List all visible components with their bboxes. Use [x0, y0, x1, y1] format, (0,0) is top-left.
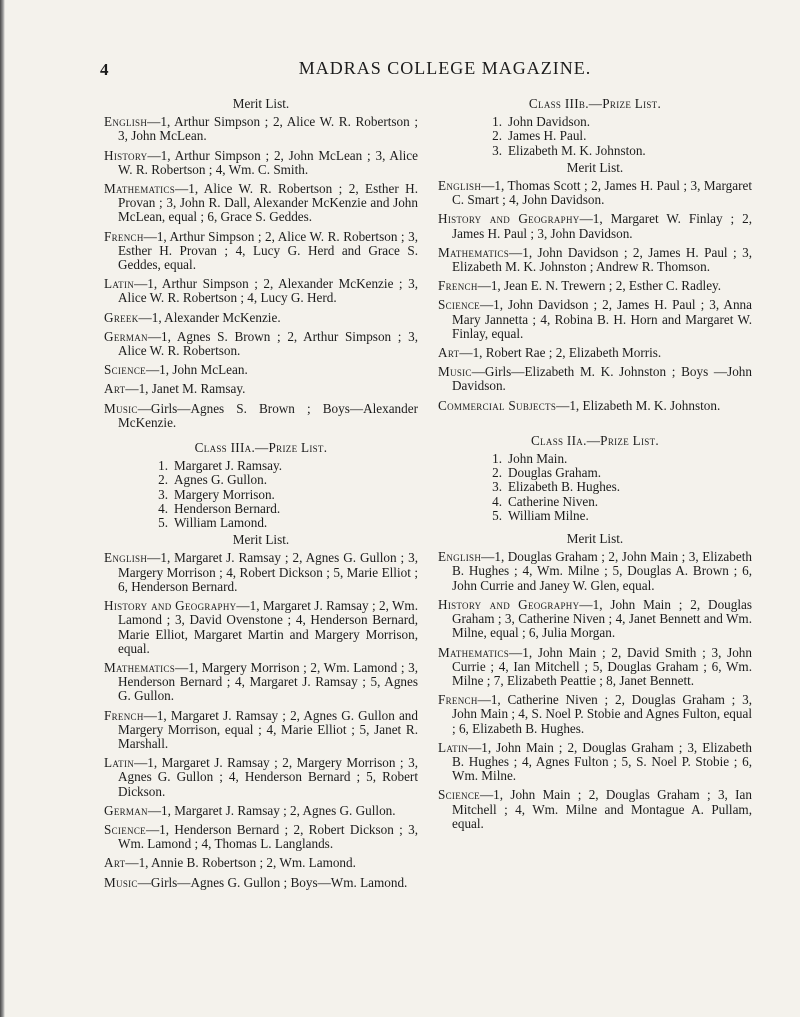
- prize-name: Henderson Bernard.: [174, 500, 281, 516]
- entry-text: —1, Arthur Simpson ; 2, Alice W. R. Robertson ; 3, John McLean.: [118, 114, 418, 144]
- merit-entry: [104, 709, 418, 752]
- merit-entry: [104, 382, 418, 396]
- subject-label: Mathematics: [104, 659, 176, 675]
- subject-label: English: [438, 178, 482, 194]
- entry-text: —1, Alice W. R. Robertson ; 2, Esther H. Provan ; 3, John R. Dall, Alexander McKenzie and John McLean, equal ; 6, Grace S. Geddes.: [118, 181, 418, 225]
- prize-name: Elizabeth M. K. Johnston.: [508, 142, 646, 158]
- subject-label: Science: [104, 362, 146, 378]
- subject-label: History: [104, 147, 148, 163]
- merit-entry: [104, 804, 418, 818]
- subject-label: German: [104, 802, 148, 818]
- entry-text: —1, Annie B. Robertson ; 2, Wm. Lamond.: [125, 855, 356, 871]
- merit-entry: [104, 876, 418, 890]
- subject-label: English: [104, 550, 148, 566]
- prize-item: [484, 480, 752, 494]
- entry-text: —1, Agnes S. Brown ; 2, Arthur Simpson ; 3, Alice W. R. Robertson.: [118, 328, 418, 359]
- merit-entry: [438, 741, 752, 784]
- subject-label: French: [438, 278, 478, 294]
- merit-entry: [438, 788, 752, 831]
- section-heading: Merit List.: [566, 159, 624, 175]
- merit-entry: [438, 298, 752, 341]
- entry-text: —1, John Davidson ; 2, James H. Paul ; 3, Elizabeth M. K. Johnston ; Andrew R. Thomson.: [452, 244, 752, 275]
- prize-rank: 1.: [492, 114, 502, 130]
- prize-name: John Davidson.: [508, 114, 591, 130]
- entry-text: —1, Douglas Graham ; 2, John Main ; 3, Elizabeth B. Hughes ; 4, Wm. Milne ; 5, Douglas A. Brown ; 6, John Currie and Janey W. Glen, equal.: [452, 549, 752, 593]
- subject-label: English: [438, 549, 482, 565]
- prize-item: [484, 495, 752, 509]
- merit-entry: [438, 693, 752, 736]
- prize-item: [484, 509, 752, 523]
- prize-rank: 3.: [158, 486, 168, 502]
- subject-label: Mathematics: [438, 644, 510, 660]
- section-heading: Class IIIa.—Prize List.: [194, 440, 328, 456]
- subject-label: Science: [104, 821, 146, 837]
- prize-name: Margaret J. Ramsay.: [174, 458, 283, 474]
- prize-rank: 3.: [492, 479, 502, 495]
- prize-name: Catherine Niven.: [508, 493, 599, 509]
- subject-label: Mathematics: [104, 181, 176, 197]
- section-heading: Merit List.: [232, 532, 290, 548]
- subject-label: Greek: [104, 309, 139, 325]
- subject-label: History and Geography: [104, 598, 237, 614]
- prize-list: [438, 452, 752, 523]
- entry-text: —1, Margaret W. Finlay ; 2, James H. Paul ; 3, John Davidson.: [452, 211, 752, 241]
- subject-label: Mathematics: [438, 244, 510, 260]
- merit-entry: [104, 311, 418, 325]
- subject-label: Latin: [104, 755, 135, 771]
- section-heading: Class IIa.—Prize List.: [531, 432, 659, 448]
- entry-text: —1, Catherine Niven ; 2, Douglas Graham ; 3, John Main ; 4, S. Noel P. Stobie and Agnes Fulton, equal ; 6, Elizabeth B. Hughes.: [452, 692, 753, 736]
- prize-name: Agnes G. Gullon.: [174, 472, 268, 488]
- entry-text: —1, Robert Rae ; 2, Elizabeth Morris.: [459, 345, 662, 361]
- magazine-title: MADRAS COLLEGE MAGAZINE.: [298, 58, 592, 78]
- prize-rank: 4.: [492, 493, 502, 509]
- subject-label: German: [104, 328, 148, 344]
- subject-label: French: [104, 228, 144, 244]
- entry-text: —1, John McLean.: [145, 362, 248, 378]
- prize-name: John Main.: [508, 451, 568, 467]
- merit-list: [104, 551, 418, 889]
- left-column: [104, 97, 418, 895]
- merit-entry: [104, 856, 418, 870]
- entry-text: —1, Margaret J. Ramsay ; 2, Agnes G. Gullon and Margery Morrison, equal ; 4, Marie Elliot ; 5, Janet R. Marshall.: [118, 707, 418, 751]
- page-header: [100, 58, 700, 88]
- prize-item: [484, 115, 752, 129]
- entry-text: —1, Margaret J. Ramsay ; 2, Agnes G. Gullon.: [147, 802, 396, 818]
- right-column: [438, 97, 752, 836]
- merit-list: [438, 179, 752, 413]
- prize-rank: 3.: [492, 142, 502, 158]
- entry-text: —1, John Main ; 2, David Smith ; 3, John Currie ; 4, Ian Mitchell ; 5, Douglas Graham ; 6, Wm. Milne ; 7, Elizabeth Peattie ; 8, Janet Bennett.: [452, 644, 752, 688]
- subject-label: Science: [438, 787, 480, 803]
- prize-item: [150, 473, 418, 487]
- entry-text: —1, Margaret J. Ramsay ; 2, Agnes G. Gullon ; 3, Margery Morrison ; 4, Robert Dickson ; 5, Marie Elliot ; 6, Henderson Bernard.: [118, 550, 418, 594]
- section-heading: Merit List.: [566, 531, 624, 547]
- subject-label: History and Geography: [438, 596, 580, 612]
- entry-text: —1, Alexander McKenzie.: [138, 309, 281, 325]
- entry-text: —1, Margaret J. Ramsay ; 2, Margery Morrison ; 3, Agnes G. Gullon ; 4, Henderson Bernard ; 5, Robert Dickson.: [118, 755, 418, 799]
- subject-label: English: [104, 114, 148, 130]
- merit-list: [104, 115, 418, 430]
- page-number: 4: [100, 60, 109, 79]
- page-binding-edge: [0, 0, 5, 1017]
- prize-rank: 2.: [158, 472, 168, 488]
- entry-text: —1, Henderson Bernard ; 2, Robert Dickson ; 3, Wm. Lamond ; 4, Thomas L. Langlands.: [118, 821, 418, 852]
- merit-entry: [104, 230, 418, 273]
- subject-label: Music: [438, 364, 472, 380]
- entry-text: —Girls—Elizabeth M. K. Johnston ; Boys —John Davidson.: [452, 364, 752, 394]
- merit-entry: [104, 756, 418, 799]
- merit-entry: [438, 550, 752, 593]
- merit-entry: [438, 246, 752, 274]
- prize-name: Margery Morrison.: [174, 486, 275, 502]
- section-heading: Class IIIb.—Prize List.: [528, 96, 662, 111]
- prize-item: [150, 488, 418, 502]
- prize-item: [150, 516, 418, 530]
- merit-entry: [104, 551, 418, 594]
- prize-rank: 5.: [492, 507, 502, 523]
- prize-rank: 4.: [158, 500, 168, 516]
- merit-entry: [104, 149, 418, 177]
- subject-label: Art: [104, 855, 126, 871]
- subject-label: Music: [104, 400, 138, 416]
- prize-name: Elizabeth B. Hughes.: [508, 479, 621, 495]
- subject-label: French: [104, 707, 144, 723]
- merit-entry: [438, 346, 752, 360]
- merit-entry: [104, 115, 418, 143]
- merit-entry: [438, 179, 752, 207]
- prize-list: [104, 459, 418, 530]
- entry-text: —1, John Main ; 2, Douglas Graham ; 3, Catherine Niven ; 4, Janet Bennett and Wm. Milne, equal ; 6, Julia Morgan.: [452, 596, 752, 641]
- entry-text: —Girls—Agnes S. Brown ; Boys—Alexander McKenzie.: [118, 400, 418, 430]
- entry-text: —1, Jean E. N. Trewern ; 2, Esther C. Radley.: [477, 278, 722, 294]
- subject-label: Art: [104, 381, 126, 397]
- prize-rank: 1.: [492, 451, 502, 467]
- entry-text: —1, Arthur Simpson ; 2, Alexander McKenzie ; 3, Alice W. R. Robertson ; 4, Lucy G. Herd.: [118, 276, 418, 306]
- prize-item: [150, 459, 418, 473]
- subject-label: Latin: [438, 739, 469, 755]
- prize-name: William Lamond.: [174, 515, 268, 531]
- subject-label: History and Geography: [438, 211, 580, 227]
- subject-label: French: [438, 692, 478, 708]
- entry-text: —1, John Main ; 2, Douglas Graham ; 3, Elizabeth B. Hughes ; 4, Agnes Fulton ; 5, S. Noel P. Stobie ; 6, Wm. Milne.: [452, 739, 752, 784]
- prize-item: [484, 452, 752, 466]
- entry-text: —1, Thomas Scott ; 2, James H. Paul ; 3, Margaret C. Smart ; 4, John Davidson.: [452, 178, 752, 208]
- prize-rank: 5.: [158, 515, 168, 531]
- prize-item: [150, 502, 418, 516]
- subject-label: Art: [438, 345, 460, 361]
- subject-label: Commercial Subjects: [438, 397, 557, 413]
- merit-entry: [104, 402, 418, 430]
- prize-item: [484, 466, 752, 480]
- entry-text: —1, Elizabeth M. K. Johnston.: [556, 397, 721, 413]
- subject-label: Science: [438, 297, 480, 313]
- merit-entry: [438, 646, 752, 689]
- merit-entry: [104, 363, 418, 377]
- entry-text: —1, John Main ; 2, Douglas Graham ; 3, Ian Mitchell ; 4, Wm. Milne and Montague A. Pullam, equal.: [452, 787, 752, 831]
- prize-name: William Milne.: [508, 507, 589, 523]
- prize-item: [484, 144, 752, 158]
- merit-entry: [104, 330, 418, 358]
- entry-text: —1, Arthur Simpson ; 2, Alice W. R. Robertson ; 3, Esther H. Provan ; 4, Lucy G. Herd and Grace S. Geddes, equal.: [118, 228, 418, 273]
- merit-entry: [104, 277, 418, 305]
- merit-entry: [438, 399, 752, 413]
- entry-text: —1, John Davidson ; 2, James H. Paul ; 3, Anna Mary Jannetta ; 4, Robina B. H. Horn and Margaret W. Finlay, equal.: [452, 297, 752, 341]
- prize-list: [438, 115, 752, 158]
- prize-rank: 1.: [158, 458, 168, 474]
- merit-entry: [438, 598, 752, 641]
- prize-name: James H. Paul.: [508, 128, 587, 144]
- prize-rank: 2.: [492, 465, 502, 481]
- entry-text: —1, Arthur Simpson ; 2, John McLean ; 3, Alice W. R. Robertson ; 4, Wm. C. Smith.: [118, 147, 418, 177]
- merit-entry: [104, 182, 418, 225]
- entry-text: —1, Margaret J. Ramsay ; 2, Wm. Lamond ; 3, David Ovenstone ; 4, Henderson Bernard, Marie Elliot, Margaret Martin and Margery Morrison, equal.: [118, 598, 418, 656]
- subject-label: Latin: [104, 276, 135, 292]
- merit-entry: [104, 823, 418, 851]
- prize-rank: 2.: [492, 128, 502, 144]
- section-heading: Merit List.: [232, 96, 290, 111]
- entry-text: —1, Margery Morrison ; 2, Wm. Lamond ; 3, Henderson Bernard ; 4, Margaret J. Ramsay ; 5, Agnes G. Gullon.: [118, 659, 418, 704]
- prize-name: Douglas Graham.: [508, 465, 602, 481]
- merit-entry: [104, 661, 418, 704]
- entry-text: —Girls—Agnes G. Gullon ; Boys—Wm. Lamond.: [137, 874, 408, 890]
- prize-item: [484, 129, 752, 143]
- merit-entry: [438, 212, 752, 240]
- entry-text: —1, Janet M. Ramsay.: [125, 381, 246, 397]
- subject-label: Music: [104, 874, 138, 890]
- merit-list: [438, 550, 752, 831]
- merit-entry: [438, 365, 752, 393]
- merit-entry: [104, 599, 418, 656]
- merit-entry: [438, 279, 752, 293]
